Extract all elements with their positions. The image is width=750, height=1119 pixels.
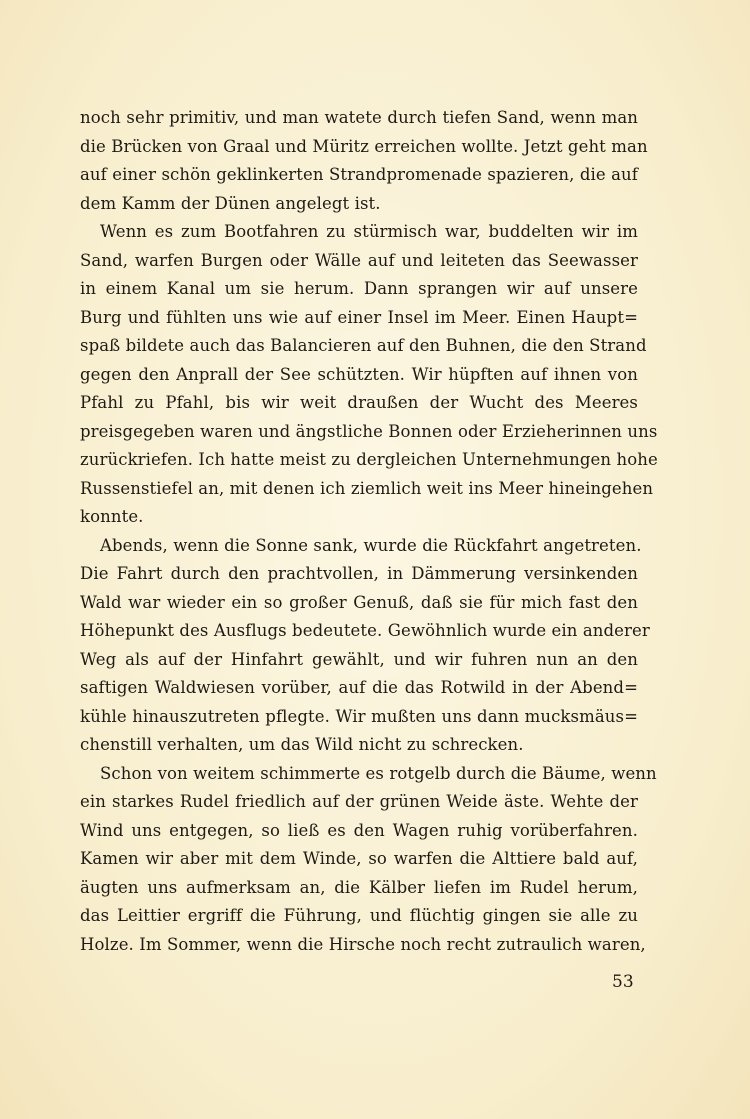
text-line: Holze. Im Sommer, wenn die Hirsche noch recht zutraulich waren,	[80, 934, 646, 954]
text-line: Höhepunkt des Ausflugs bedeutete. Gewöhnlich wurde ein anderer	[80, 621, 650, 640]
text-line: in einem Kanal um sie herum. Dann sprangen wir auf unsere	[80, 279, 638, 298]
text-line: noch sehr primitiv, und man watete durch tiefen Sand, wenn man	[80, 108, 638, 127]
text-line: spaß bildete auch das Balancieren auf den Buhnen, die den Strand	[80, 336, 647, 355]
text-line: gegen den Anprall der See schützten. Wir hüpften auf ihnen von	[80, 364, 638, 384]
text-line: Sand, warfen Burgen oder Wälle auf und leiteten das Seewasser	[80, 250, 638, 270]
text-line: Burg und fühlten uns wie auf einer Insel im Meer. Einen Haupt=	[80, 307, 638, 327]
paragraph-3	[80, 532, 650, 760]
paragraph-4	[80, 760, 657, 960]
paragraph-1	[80, 104, 648, 218]
text-line: Wenn es zum Bootfahren zu stürmisch war, buddelten wir im	[100, 222, 638, 241]
text-line: Schon von weitem schimmerte es rotgelb durch die Bäume, wenn	[100, 763, 657, 783]
text-line: äugten uns aufmerksam an, die Kälber liefen im Rudel herum,	[80, 877, 638, 897]
text-line: das Leittier ergriff die Führung, und flüchtig gingen sie alle zu	[80, 906, 638, 925]
text-line: Wind uns entgegen, so ließ es den Wagen ruhig vorüberfahren.	[80, 820, 638, 840]
text-line: Pfahl zu Pfahl, bis wir weit draußen der Wucht des Meeres	[80, 393, 638, 412]
page-body	[80, 104, 658, 959]
text-line: Abends, wenn die Sonne sank, wurde die Rückfahrt angetreten.	[100, 535, 642, 555]
text-line: Kamen wir aber mit dem Winde, so warfen die Alttiere bald auf,	[80, 849, 638, 868]
text-line: Wald war wieder ein so großer Genuß, daß sie für mich fast den	[80, 592, 638, 612]
text-line: preisgegeben waren und ängstliche Bonnen oder Erzieherinnen uns	[80, 421, 658, 441]
text-line: auf einer schön geklinkerten Strandpromenade spazieren, die auf	[80, 165, 638, 184]
text-line: Die Fahrt durch den prachtvollen, in Dämmerung versinkenden	[80, 564, 638, 583]
text-line: ein starkes Rudel friedlich auf der grünen Weide äste. Wehte der	[80, 792, 638, 811]
text-line: die Brücken von Graal und Müritz erreichen wollte. Jetzt geht man	[80, 136, 648, 156]
text-line: zurückriefen. Ich hatte meist zu dergleichen Unternehmungen hohe	[80, 450, 658, 469]
text-line: kühle hinauszutreten pflegte. Wir mußten uns dann mucksmäus=	[80, 706, 638, 726]
text-line: Russenstiefel an, mit denen ich ziemlich weit ins Meer hineingehen	[80, 478, 654, 498]
text-line: konnte.	[80, 507, 144, 526]
text-line: Weg als auf der Hinfahrt gewählt, und wir fuhren nun an den	[80, 649, 638, 669]
page-number: 53	[612, 972, 634, 992]
text-line: saftigen Waldwiesen vorüber, auf die das Rotwild in der Abend=	[80, 678, 638, 697]
paragraph-2	[80, 218, 658, 532]
text-line: dem Kamm der Dünen angelegt ist.	[80, 193, 381, 213]
text-line: chenstill verhalten, um das Wild nicht zu schrecken.	[80, 735, 524, 754]
